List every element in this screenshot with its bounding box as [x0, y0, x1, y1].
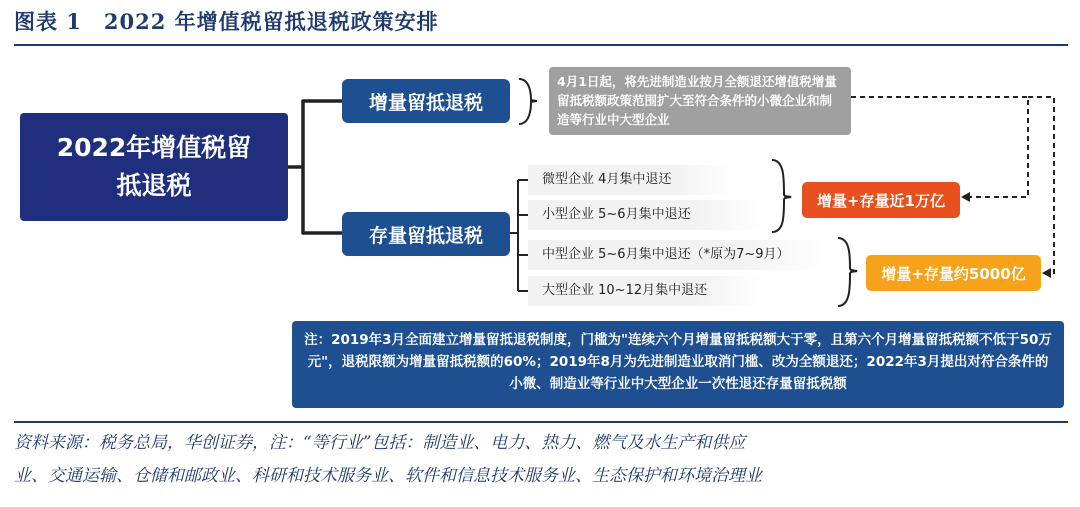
source-line-2: 业、交通运输、仓储和邮政业、科研和技术服务业、软件和信息技术服务业、生态保护和环境治理业 [14, 466, 762, 486]
brace-incremental [519, 79, 537, 124]
branch-incremental: 增量留抵退税 [342, 79, 510, 123]
arrowhead-red [961, 192, 970, 202]
incremental-description: 4月1日起，将先进制造业按月全额退还增值税增量留抵税额政策范围扩大至符合条件的小微企业和制造等行业中大型企业 [549, 67, 851, 135]
policy-note: 注：2019年3月全面建立增量留抵退税制度，门槛为"连续六个月增量留抵税额大于零，且第六个月增量留抵税额不低于50万元"，退税限额为增量留抵税额的60%；2019年8月为先进制造业取消门槛、改为全额退还；2022年3月提出对符合条件的小微、制造业等行业中大型企业一次性退还存量留抵税额 [292, 321, 1064, 408]
arrowhead-orange [1042, 268, 1051, 278]
brace-small [772, 160, 791, 232]
stock-tree [510, 180, 528, 291]
root-connector [288, 101, 342, 233]
badge-near-1-trillion: 增量+存量近1万亿 [802, 182, 960, 218]
stock-item-large: 大型企业 10~12月集中退还 [528, 276, 763, 306]
bottom-divider [14, 421, 1068, 423]
dashed-link-orange [1028, 97, 1054, 273]
source-note [14, 427, 1070, 493]
stock-item-micro: 微型企业 4月集中退还 [528, 165, 733, 195]
source-line-1: 资料来源：税务总局，华创证券，注：“等行业”包括：制造业、电力、热力、燃气及水生产和供应 [14, 433, 746, 453]
figure-title: 图表 1 2022 年增值税留抵退税政策安排 [14, 9, 439, 34]
brace-large [838, 238, 857, 306]
root-box [20, 113, 288, 221]
stock-item-small: 小型企业 5~6月集中退还 [528, 200, 763, 230]
branch-stock: 存量留抵退税 [342, 212, 510, 256]
badge-about-500-billion: 增量+存量约5000亿 [866, 255, 1041, 291]
root-label: 2022年增值税留抵退税 [56, 133, 252, 200]
stock-item-medium: 中型企业 5~6月集中退还（*原为7~9月） [528, 240, 823, 270]
